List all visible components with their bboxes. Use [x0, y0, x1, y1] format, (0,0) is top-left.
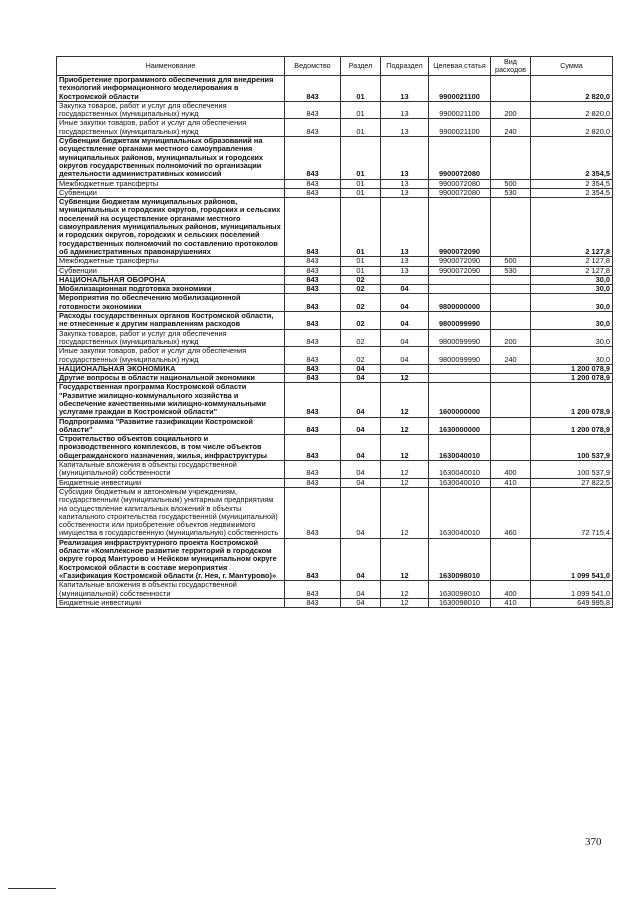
cell-sum: 1 200 078,9 — [531, 383, 613, 417]
cell-razdel: 04 — [341, 435, 381, 461]
cell-name: Государственная программа Костромской области "Развитие жилищно-коммунального хозяйства и обеспечение качественными жилищно-коммунальными услугами граждан в Костромской области" — [57, 383, 285, 417]
cell-sum: 72 715,4 — [531, 487, 613, 538]
cell-name: НАЦИОНАЛЬНАЯ ЭКОНОМИКА — [57, 364, 285, 373]
table-row — [57, 312, 613, 330]
cell-podrazdel: 13 — [381, 179, 429, 188]
cell-vedomstvo: 843 — [285, 294, 341, 312]
cell-sum: 2 127,8 — [531, 257, 613, 266]
table-row — [57, 417, 613, 435]
cell-target-article: 1630040010 — [429, 435, 491, 461]
table-row — [57, 257, 613, 266]
cell-vedomstvo: 843 — [285, 76, 341, 102]
header-vedomstvo: Ведомство — [285, 57, 341, 76]
cell-sum: 2 354,5 — [531, 137, 613, 179]
cell-name: Бюджетные инвестиции — [57, 598, 285, 607]
cell-name: Подпрограмма "Развитие газификации Костромской области" — [57, 417, 285, 435]
cell-target-article: 1630098010 — [429, 581, 491, 599]
header-target-article: Целевая статья — [429, 57, 491, 76]
cell-name: Реализация инфраструктурного проекта Костромской области «Комплексное развитие территорий в городском округе город Мантурово и Нейском муниципальном округе Костромской области в составе мероприятия «Газификация Костромской области (г. Нея, г. Мантурово)» — [57, 538, 285, 580]
cell-vedomstvo: 843 — [285, 364, 341, 373]
cell-podrazdel: 12 — [381, 374, 429, 383]
cell-name: Межбюджетные трансферты — [57, 179, 285, 188]
cell-sum: 2 127,8 — [531, 198, 613, 257]
table-row — [57, 487, 613, 538]
cell-target-article: 9800099990 — [429, 312, 491, 330]
cell-target-article: 9900021100 — [429, 76, 491, 102]
table-row — [57, 538, 613, 580]
table-row — [57, 383, 613, 417]
cell-target-article: 9900072080 — [429, 179, 491, 188]
table-row — [57, 478, 613, 487]
table-row — [57, 329, 613, 347]
cell-expense-type: 530 — [491, 188, 531, 197]
cell-target-article: 1630098010 — [429, 538, 491, 580]
cell-name: Субсидии бюджетным и автономным учреждениям, государственным (муниципальным) унитарным предприятиям на осуществление капитальных вложений в объекты капитального строительства государственной (муниципальной) собственности или приобретение объектов недвижимого имущества в государственную (муниципальную) собственность — [57, 487, 285, 538]
table-row — [57, 598, 613, 607]
cell-sum: 30,0 — [531, 285, 613, 294]
cell-target-article: 9900072090 — [429, 198, 491, 257]
table-row — [57, 435, 613, 461]
cell-sum: 649 995,8 — [531, 598, 613, 607]
cell-expense-type — [491, 364, 531, 373]
cell-vedomstvo: 843 — [285, 417, 341, 435]
table-row — [57, 179, 613, 188]
cell-razdel: 02 — [341, 312, 381, 330]
cell-podrazdel: 12 — [381, 538, 429, 580]
header-podrazdel: Подраздел — [381, 57, 429, 76]
cell-expense-type — [491, 383, 531, 417]
cell-expense-type — [491, 294, 531, 312]
budget-table — [56, 56, 613, 608]
cell-name: Межбюджетные трансферты — [57, 257, 285, 266]
cell-razdel: 04 — [341, 417, 381, 435]
header-expense-type: Вид расходов — [491, 57, 531, 76]
cell-podrazdel: 12 — [381, 383, 429, 417]
cell-sum: 30,0 — [531, 347, 613, 365]
cell-podrazdel: 04 — [381, 347, 429, 365]
cell-name: Расходы государственных органов Костромской области, не отнесенные к другим направлениям расходов — [57, 312, 285, 330]
cell-razdel: 04 — [341, 581, 381, 599]
cell-expense-type: 530 — [491, 266, 531, 275]
cell-name: Капитальные вложения в объекты государственной (муниципальной) собственности — [57, 581, 285, 599]
cell-sum: 100 537,9 — [531, 461, 613, 479]
cell-podrazdel: 13 — [381, 198, 429, 257]
cell-podrazdel: 12 — [381, 435, 429, 461]
cell-vedomstvo: 843 — [285, 266, 341, 275]
cell-expense-type — [491, 538, 531, 580]
header-row — [57, 57, 613, 76]
cell-target-article: 9900021100 — [429, 101, 491, 119]
table-row — [57, 294, 613, 312]
cell-name: Иные закупки товаров, работ и услуг для обеспечения государственных (муниципальных) нужд — [57, 347, 285, 365]
cell-sum: 1 099 541,0 — [531, 538, 613, 580]
cell-razdel: 04 — [341, 538, 381, 580]
cell-expense-type — [491, 137, 531, 179]
footer-divider — [8, 888, 56, 889]
cell-expense-type: 500 — [491, 179, 531, 188]
cell-vedomstvo: 843 — [285, 598, 341, 607]
cell-target-article: 1630040010 — [429, 487, 491, 538]
header-name: Наименование — [57, 57, 285, 76]
cell-sum: 1 200 078,9 — [531, 374, 613, 383]
cell-sum: 1 099 541,0 — [531, 581, 613, 599]
cell-podrazdel: 12 — [381, 598, 429, 607]
cell-expense-type: 240 — [491, 347, 531, 365]
cell-podrazdel: 12 — [381, 461, 429, 479]
cell-vedomstvo: 843 — [285, 188, 341, 197]
cell-sum: 30,0 — [531, 329, 613, 347]
table-row — [57, 275, 613, 284]
header-razdel: Раздел — [341, 57, 381, 76]
table-row — [57, 266, 613, 275]
cell-name: Субвенции бюджетам муниципальных районов, муниципальных и городских округов, городских и сельских поселений на осуществление органами местного самоуправления муниципальных районов, муниципальных и городских округов, городских и сельских поселений государственных полномочий по составлению протоколов об административных правонарушениях — [57, 198, 285, 257]
header-sum: Сумма — [531, 57, 613, 76]
cell-vedomstvo: 843 — [285, 478, 341, 487]
cell-name: Капитальные вложения в объекты государственной (муниципальной) собственности — [57, 461, 285, 479]
cell-razdel: 02 — [341, 275, 381, 284]
cell-vedomstvo: 843 — [285, 461, 341, 479]
cell-expense-type — [491, 285, 531, 294]
cell-razdel: 04 — [341, 364, 381, 373]
cell-podrazdel: 04 — [381, 329, 429, 347]
cell-expense-type: 200 — [491, 101, 531, 119]
cell-sum: 2 354,5 — [531, 179, 613, 188]
cell-vedomstvo: 843 — [285, 312, 341, 330]
cell-razdel: 02 — [341, 285, 381, 294]
cell-expense-type: 400 — [491, 581, 531, 599]
cell-expense-type — [491, 435, 531, 461]
cell-target-article: 1630098010 — [429, 598, 491, 607]
cell-vedomstvo: 843 — [285, 581, 341, 599]
cell-expense-type — [491, 312, 531, 330]
cell-vedomstvo: 843 — [285, 275, 341, 284]
table-row — [57, 76, 613, 102]
cell-target-article — [429, 364, 491, 373]
cell-expense-type: 500 — [491, 257, 531, 266]
cell-name: Другие вопросы в области национальной экономики — [57, 374, 285, 383]
cell-sum: 2 127,8 — [531, 266, 613, 275]
cell-vedomstvo: 843 — [285, 198, 341, 257]
cell-podrazdel: 13 — [381, 101, 429, 119]
cell-razdel: 02 — [341, 329, 381, 347]
table-row — [57, 198, 613, 257]
cell-razdel: 04 — [341, 598, 381, 607]
cell-name: Субвенции — [57, 188, 285, 197]
table-row — [57, 285, 613, 294]
cell-vedomstvo: 843 — [285, 101, 341, 119]
cell-podrazdel — [381, 364, 429, 373]
table-row — [57, 119, 613, 137]
cell-razdel: 01 — [341, 198, 381, 257]
cell-vedomstvo: 843 — [285, 347, 341, 365]
cell-podrazdel: 13 — [381, 76, 429, 102]
table-body — [57, 76, 613, 608]
cell-sum: 100 537,9 — [531, 435, 613, 461]
cell-vedomstvo: 843 — [285, 137, 341, 179]
cell-name: Мобилизационная подготовка экономики — [57, 285, 285, 294]
cell-vedomstvo: 843 — [285, 329, 341, 347]
cell-name: Субвенции бюджетам муниципальных образований на осуществление органами местного самоуправления муниципальных районов, муниципальных и городских округов государственных полномочий по организации деятельности административных комиссий — [57, 137, 285, 179]
page-number: 370 — [585, 836, 602, 848]
cell-razdel: 04 — [341, 478, 381, 487]
cell-name: Мероприятия по обеспечению мобилизационной готовности экономики — [57, 294, 285, 312]
cell-target-article: 9800099990 — [429, 329, 491, 347]
cell-expense-type: 410 — [491, 478, 531, 487]
cell-sum: 2 820,0 — [531, 119, 613, 137]
cell-name: Закупка товаров, работ и услуг для обеспечения государственных (муниципальных) нужд — [57, 329, 285, 347]
cell-vedomstvo: 843 — [285, 257, 341, 266]
cell-name: Бюджетные инвестиции — [57, 478, 285, 487]
table-row — [57, 137, 613, 179]
cell-target-article — [429, 374, 491, 383]
cell-vedomstvo: 843 — [285, 374, 341, 383]
cell-vedomstvo: 843 — [285, 285, 341, 294]
cell-target-article: 9900072090 — [429, 257, 491, 266]
cell-vedomstvo: 843 — [285, 179, 341, 188]
cell-podrazdel: 12 — [381, 417, 429, 435]
cell-name: НАЦИОНАЛЬНАЯ ОБОРОНА — [57, 275, 285, 284]
cell-razdel: 02 — [341, 347, 381, 365]
cell-expense-type: 240 — [491, 119, 531, 137]
cell-target-article: 9900072090 — [429, 266, 491, 275]
cell-sum: 30,0 — [531, 275, 613, 284]
cell-razdel: 04 — [341, 461, 381, 479]
cell-podrazdel: 04 — [381, 294, 429, 312]
table-row — [57, 188, 613, 197]
cell-razdel: 01 — [341, 76, 381, 102]
cell-expense-type — [491, 374, 531, 383]
cell-podrazdel: 12 — [381, 478, 429, 487]
cell-name: Иные закупки товаров, работ и услуг для обеспечения государственных (муниципальных) нужд — [57, 119, 285, 137]
cell-name: Закупка товаров, работ и услуг для обеспечения государственных (муниципальных) нужд — [57, 101, 285, 119]
cell-razdel: 01 — [341, 257, 381, 266]
cell-razdel: 02 — [341, 294, 381, 312]
cell-target-article — [429, 285, 491, 294]
cell-podrazdel: 12 — [381, 581, 429, 599]
cell-vedomstvo: 843 — [285, 119, 341, 137]
cell-razdel: 01 — [341, 188, 381, 197]
cell-expense-type: 460 — [491, 487, 531, 538]
cell-podrazdel: 13 — [381, 119, 429, 137]
cell-podrazdel: 12 — [381, 487, 429, 538]
table-row — [57, 101, 613, 119]
cell-podrazdel — [381, 275, 429, 284]
cell-target-article: 9800000000 — [429, 294, 491, 312]
cell-target-article — [429, 275, 491, 284]
cell-expense-type — [491, 198, 531, 257]
cell-target-article: 9800099990 — [429, 347, 491, 365]
table-row — [57, 581, 613, 599]
cell-target-article: 1630040010 — [429, 461, 491, 479]
cell-vedomstvo: 843 — [285, 538, 341, 580]
cell-name: Строительство объектов социального и производственного комплексов, в том числе объектов общегражданского назначения, жилья, инфраструктуры — [57, 435, 285, 461]
table-row — [57, 461, 613, 479]
cell-sum: 2 354,5 — [531, 188, 613, 197]
cell-razdel: 01 — [341, 119, 381, 137]
table-row — [57, 374, 613, 383]
cell-podrazdel: 13 — [381, 137, 429, 179]
table-row — [57, 364, 613, 373]
cell-target-article: 1630040010 — [429, 478, 491, 487]
cell-expense-type: 410 — [491, 598, 531, 607]
cell-sum: 27 822,5 — [531, 478, 613, 487]
cell-sum: 1 200 078,9 — [531, 417, 613, 435]
cell-name: Субвенции — [57, 266, 285, 275]
cell-expense-type — [491, 76, 531, 102]
cell-sum: 2 820,0 — [531, 76, 613, 102]
cell-razdel: 01 — [341, 137, 381, 179]
cell-name: Приобретение программного обеспечения для внедрения технологий информационного моделирования в Костромской области — [57, 76, 285, 102]
cell-sum: 1 200 078,9 — [531, 364, 613, 373]
cell-podrazdel: 04 — [381, 312, 429, 330]
cell-podrazdel: 13 — [381, 257, 429, 266]
cell-sum: 2 820,0 — [531, 101, 613, 119]
cell-target-article: 9900072080 — [429, 137, 491, 179]
cell-target-article: 1600000000 — [429, 383, 491, 417]
cell-target-article: 1630000000 — [429, 417, 491, 435]
cell-expense-type — [491, 417, 531, 435]
cell-razdel: 04 — [341, 383, 381, 417]
cell-sum: 30,0 — [531, 294, 613, 312]
cell-target-article: 9900072080 — [429, 188, 491, 197]
cell-vedomstvo: 843 — [285, 435, 341, 461]
cell-razdel: 01 — [341, 179, 381, 188]
cell-expense-type: 200 — [491, 329, 531, 347]
cell-expense-type — [491, 275, 531, 284]
cell-vedomstvo: 843 — [285, 383, 341, 417]
cell-expense-type: 400 — [491, 461, 531, 479]
cell-podrazdel: 13 — [381, 188, 429, 197]
cell-razdel: 04 — [341, 374, 381, 383]
cell-sum: 30,0 — [531, 312, 613, 330]
cell-target-article: 9900021100 — [429, 119, 491, 137]
cell-razdel: 04 — [341, 487, 381, 538]
cell-podrazdel: 04 — [381, 285, 429, 294]
cell-razdel: 01 — [341, 266, 381, 275]
table-row — [57, 347, 613, 365]
cell-vedomstvo: 843 — [285, 487, 341, 538]
cell-podrazdel: 13 — [381, 266, 429, 275]
cell-razdel: 01 — [341, 101, 381, 119]
